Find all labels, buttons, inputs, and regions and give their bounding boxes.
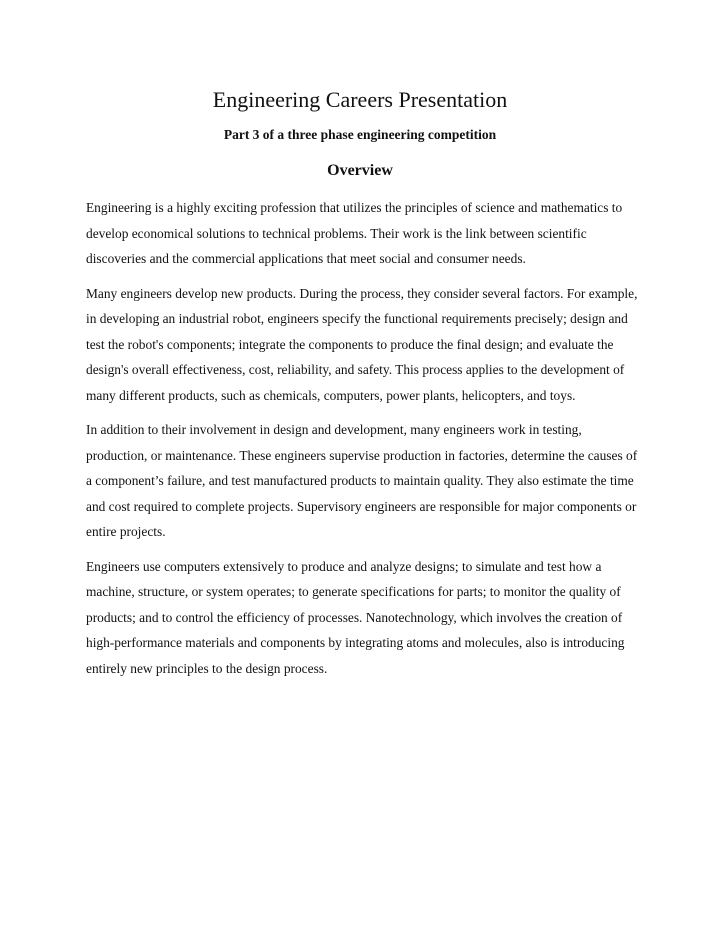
section-heading-overview: Overview [327,162,393,179]
paragraph-3: In addition to their involvement in design and development, many engineers work in testing, production, or maintenance. These engineers supervise production in factories, determine the causes of a component’s failure, and test manufactured products to maintain quality. They also estimate the time and cost required to complete projects. Supervisory engineers are responsible for major components or entire projects. [86,422,638,539]
paragraph-4: Engineers use computers extensively to produce and analyze designs; to simulate and test how a machine, structure, or system operates; to generate specifications for parts; to monitor the quality of products; and to control the efficiency of processes. Nanotechnology, which involves the creation of high-performance materials and components by integrating atoms and molecules, also is introducing entirely new principles to the design process. [86,558,625,676]
body-text [86,195,642,690]
paragraph-2: Many engineers develop new products. During the process, they consider several factors. For example, in developing an industrial robot, engineers specify the functional requirements precisely; design and test the robot's components; integrate the components to produce the final design; and evaluate the design's overall effectiveness, cost, reliability, and safety. This process applies to the development of many different products, such as chemicals, computers, power plants, helicopters, and toys. [86,285,638,403]
document-subtitle: Part 3 of a three phase engineering competition [223,127,497,142]
paragraph-1: Engineering is a highly exciting profession that utilizes the principles of science and mathematics to develop economical solutions to technical problems. Their work is the link between scientific discoveries and the commercial applications that meet social and consumer needs. [86,200,623,266]
document-title: Engineering Careers Presentation [212,87,508,112]
